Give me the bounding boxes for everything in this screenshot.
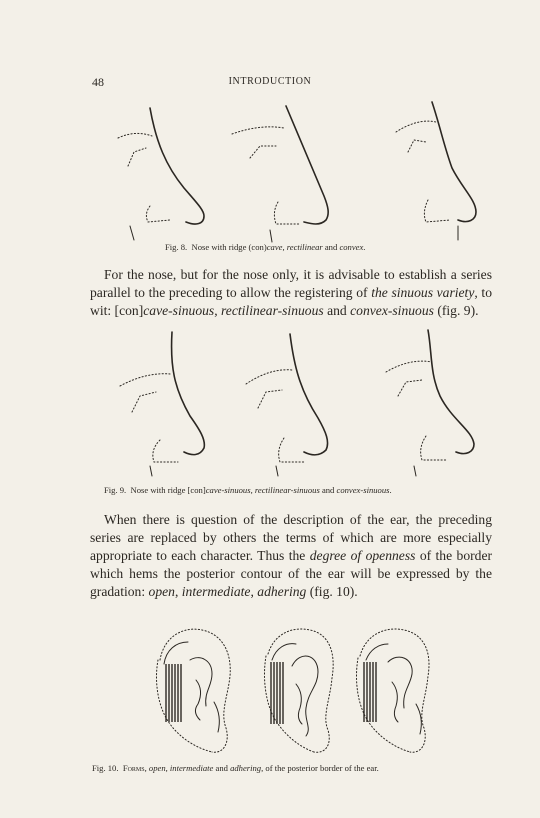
ear-adhering <box>357 629 430 752</box>
page-number: 48 <box>92 75 104 89</box>
nose-rectilinear <box>232 106 328 242</box>
figure-9-label: Fig. 9. <box>104 485 127 495</box>
nose-concave <box>118 108 204 240</box>
figure-10-ear-borders <box>0 620 540 760</box>
figure-10-caption: Fig. 10. Forms, open, intermediate and adhering, of the posterior border of the ear. <box>92 763 379 773</box>
nose-convex <box>396 102 476 240</box>
running-title: INTRODUCTION <box>228 76 312 87</box>
figure-9-sinuous-nose-profiles <box>0 326 540 478</box>
paragraph-ear-openness: When there is question of the description of the ear, the preceding series are replaced by others the terms of which are more especially appropriate to each character. Thus the degree of openness of the border which hems the posterior contour of the ear will be expressed by the gradation: open, intermediate, adhering (fig. 10). <box>90 512 493 599</box>
figure-10-label: Fig. 10. <box>92 763 119 773</box>
figure-8-caption: Fig. 8. Nose with ridge (con)cave, rectilinear and convex. <box>165 242 366 252</box>
ear-intermediate <box>265 629 334 752</box>
figure-8-nose-profiles <box>0 96 540 242</box>
paragraph-nose-sinuous: For the nose, but for the nose only, it is advisable to establish a series parallel to the preceding to allow the registering of the sinuous variety, to wit: [con]cave-sinuous, rectilinear-sinuous and convex-sinuous (fig. 9). <box>90 267 492 318</box>
figure-8-label: Fig. 8. <box>165 242 188 252</box>
ear-open <box>157 629 231 752</box>
nose-convex-sinuous <box>386 330 474 476</box>
nose-concave-sinuous <box>120 332 204 476</box>
nose-rectilinear-sinuous <box>246 334 328 476</box>
figure-9-caption: Fig. 9. Nose with ridge [con]cave-sinuous, rectilinear-sinuous and convex-sinuous. <box>104 485 392 495</box>
